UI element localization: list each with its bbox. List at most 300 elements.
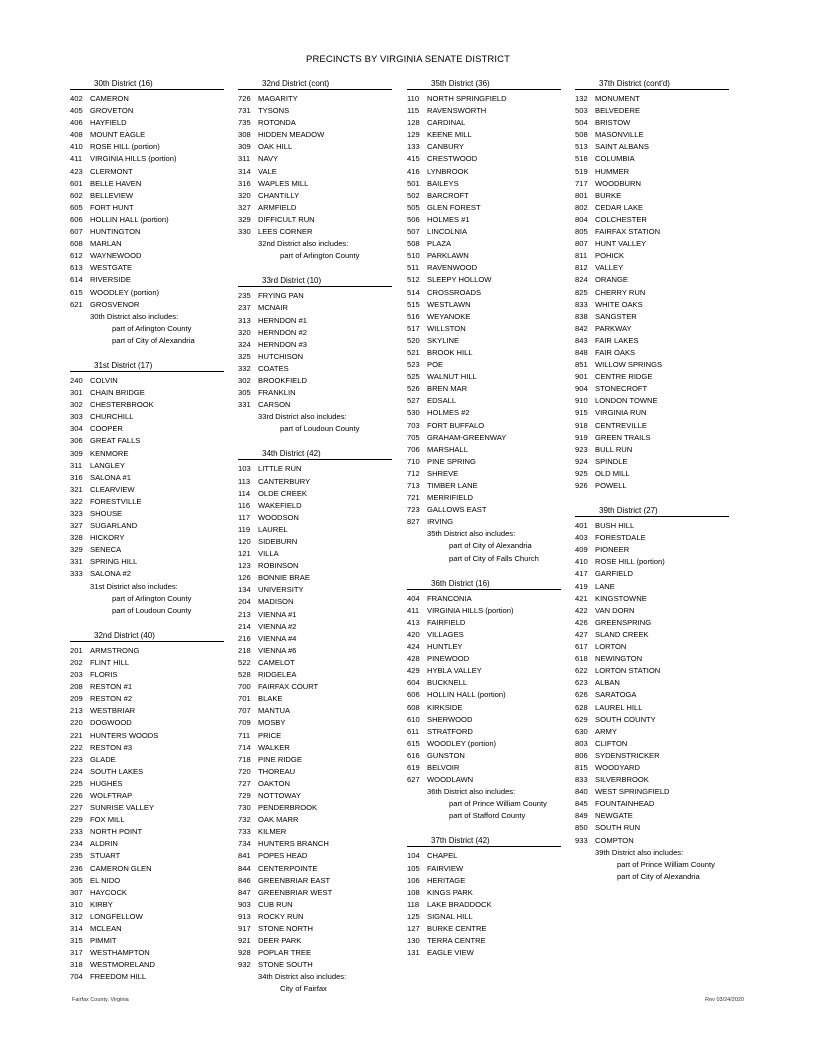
precinct-row — [407, 323, 561, 335]
precinct-row — [575, 556, 729, 568]
precinct-name: WALNUT HILL — [427, 372, 477, 382]
district-includes-note: 36th District also includes: — [427, 787, 516, 797]
precinct-row — [407, 359, 561, 371]
footer-county: Fairfax County, Virginia — [72, 997, 129, 1003]
precinct-name: OAKTON — [258, 778, 290, 788]
precinct-number: 518 — [575, 154, 588, 164]
precinct-name: STONE NORTH — [258, 924, 313, 933]
precinct-row — [70, 375, 224, 387]
precinct-row — [407, 299, 561, 311]
precinct-row — [70, 202, 224, 214]
precinct-number: 123 — [238, 561, 251, 571]
precinct-name: COLCHESTER — [595, 214, 647, 224]
precinct-row — [407, 911, 561, 923]
precinct-name: VIRGINIA HILLS (portion) — [427, 605, 514, 615]
precinct-number: 113 — [238, 476, 251, 486]
precinct-row — [238, 105, 392, 117]
precinct-number: 406 — [70, 118, 83, 128]
district-includes-item: part of Loudoun County — [112, 605, 192, 615]
precinct-name: GREAT FALLS — [90, 436, 141, 446]
precinct-row — [407, 665, 561, 677]
precinct-name: MONUMENT — [595, 94, 640, 103]
precinct-row — [407, 105, 561, 117]
precinct-number: 731 — [238, 106, 251, 116]
precinct-number: 615 — [70, 287, 83, 297]
precinct-number: 224 — [70, 766, 83, 776]
precinct-name: BAILEYS — [427, 178, 459, 188]
precinct-number: 717 — [575, 178, 588, 188]
precinct-name: FAIR OAKS — [595, 347, 636, 357]
precinct-name: TIMBER LANE — [427, 481, 478, 490]
precinct-number: 727 — [238, 778, 251, 788]
precinct-number: 842 — [575, 323, 588, 333]
precinct-row — [70, 766, 224, 778]
precinct-number: 307 — [70, 887, 83, 897]
precinct-number: 926 — [575, 481, 588, 490]
precinct-number: 703 — [407, 420, 420, 430]
column-4 — [575, 79, 729, 897]
precinct-row — [575, 774, 729, 786]
precinct-row — [407, 347, 561, 359]
precinct-name: WOODBURN — [595, 178, 641, 188]
precinct-name: CAMELOT — [258, 657, 295, 667]
precinct-row — [238, 536, 392, 548]
precinct-row — [575, 383, 729, 395]
precinct-row — [407, 274, 561, 286]
precinct-number: 815 — [575, 762, 588, 772]
precinct-row — [407, 117, 561, 129]
precinct-row — [238, 512, 392, 524]
precinct-number: 925 — [575, 468, 588, 478]
precinct-row — [407, 468, 561, 480]
precinct-row — [575, 250, 729, 262]
precinct-number: 844 — [238, 863, 251, 873]
precinct-name: CLEARVIEW — [90, 484, 135, 494]
precinct-row — [407, 689, 561, 701]
precinct-row — [70, 214, 224, 226]
precinct-row — [238, 290, 392, 302]
precinct-row — [70, 250, 224, 262]
precinct-row — [70, 971, 224, 983]
precinct-row — [407, 178, 561, 190]
precinct-number: 824 — [575, 275, 588, 285]
precinct-number: 233 — [70, 827, 83, 837]
precinct-name: WOODSON — [258, 512, 299, 522]
district-includes-item: part of Arlington County — [280, 251, 360, 261]
precinct-row — [575, 190, 729, 202]
precinct-name: COOPER — [90, 424, 123, 434]
precinct-row — [407, 153, 561, 165]
precinct-name: WOODLEY (portion) — [90, 287, 160, 297]
precinct-name: LYNBROOK — [427, 166, 469, 176]
precinct-number: 328 — [70, 533, 83, 543]
precinct-number: 503 — [575, 106, 588, 116]
precinct-row — [238, 117, 392, 129]
precinct-row — [70, 153, 224, 165]
precinct-name: CHANTILLY — [258, 190, 300, 200]
precinct-row — [238, 754, 392, 766]
precinct-number: 712 — [407, 468, 420, 478]
precinct-row — [575, 456, 729, 468]
precinct-row — [238, 166, 392, 178]
district-block — [70, 79, 224, 347]
precinct-name: PENDERBROOK — [258, 803, 318, 813]
precinct-name: ALDRIN — [90, 839, 118, 849]
precinct-number: 120 — [238, 537, 251, 546]
column-2 — [238, 79, 392, 1010]
precinct-row — [407, 653, 561, 665]
precinct-number: 121 — [238, 549, 251, 559]
precinct-row — [70, 520, 224, 532]
precinct-name: COMPTON — [595, 835, 634, 845]
precinct-row — [575, 371, 729, 383]
precinct-name: BELLEVIEW — [90, 190, 134, 200]
precinct-name: MARLAN — [90, 239, 122, 249]
district-block — [575, 79, 729, 492]
precinct-name: GLEN FOREST — [427, 202, 481, 212]
precinct-name: CENTREVILLE — [595, 420, 647, 430]
district-header: 39th District (27) — [575, 506, 729, 517]
precinct-number: 411 — [70, 154, 83, 164]
precinct-number: 416 — [407, 166, 420, 176]
precinct-row — [70, 105, 224, 117]
precinct-row — [575, 407, 729, 419]
precinct-name: BULL RUN — [595, 444, 633, 454]
precinct-name: CENTRE RIDGE — [595, 372, 653, 382]
district-includes-item: part of Arlington County — [112, 593, 192, 603]
precinct-number: 721 — [407, 493, 420, 503]
precinct-row — [238, 790, 392, 802]
precinct-number: 618 — [575, 654, 588, 664]
precinct-row — [575, 762, 729, 774]
precinct-number: 308 — [238, 130, 251, 140]
precinct-number: 508 — [407, 239, 420, 249]
precinct-number: 623 — [575, 678, 588, 688]
precinct-number: 502 — [407, 190, 420, 200]
precinct-row — [407, 287, 561, 299]
precinct-name: ROTONDA — [258, 118, 296, 128]
precinct-number: 619 — [407, 762, 420, 772]
precinct-name: LORTON STATION — [595, 666, 661, 676]
precinct-row — [70, 778, 224, 790]
precinct-row — [70, 863, 224, 875]
precinct-name: SPINDLE — [595, 456, 628, 466]
district-block — [70, 631, 224, 984]
precinct-number: 115 — [407, 106, 420, 116]
district-includes-note: 39th District also includes: — [595, 847, 684, 857]
precinct-number: 904 — [575, 384, 588, 394]
precinct-number: 709 — [238, 718, 251, 728]
precinct-number: 309 — [238, 142, 251, 152]
precinct-number: 426 — [575, 617, 588, 627]
precinct-number: 413 — [407, 617, 420, 627]
precinct-name: WEST SPRINGFIELD — [595, 787, 670, 797]
precinct-name: RESTON #1 — [90, 682, 133, 692]
precinct-number: 106 — [407, 875, 420, 885]
precinct-number: 604 — [407, 678, 420, 688]
precinct-row — [238, 93, 392, 105]
precinct-row — [70, 93, 224, 105]
precinct-name: FOX MILL — [90, 815, 125, 825]
precinct-number: 733 — [238, 827, 251, 837]
precinct-number: 918 — [575, 420, 588, 430]
precinct-number: 615 — [407, 738, 420, 748]
district-includes-item: part of Prince William County — [617, 859, 715, 869]
precinct-number: 332 — [238, 363, 251, 373]
precinct-row — [575, 287, 729, 299]
precinct-name: SHOUSE — [90, 509, 123, 518]
precinct-name: PLAZA — [427, 239, 452, 249]
precinct-name: FLINT HILL — [90, 657, 130, 667]
precinct-number: 726 — [238, 94, 251, 103]
precinct-row — [575, 117, 729, 129]
precinct-name: PINEWOOD — [427, 654, 470, 664]
precinct-number: 614 — [70, 275, 83, 285]
precinct-row — [70, 899, 224, 911]
precinct-number: 301 — [70, 388, 83, 398]
precinct-row — [575, 129, 729, 141]
precinct-row — [575, 822, 729, 834]
precinct-row — [70, 959, 224, 971]
precinct-name: KINGSTOWNE — [595, 593, 647, 603]
precinct-row — [407, 129, 561, 141]
precinct-name: CHESTERBROOK — [90, 400, 154, 410]
precinct-number: 827 — [407, 517, 420, 527]
precinct-row — [238, 863, 392, 875]
precinct-number: 409 — [575, 545, 588, 555]
precinct-name: COLVIN — [90, 375, 118, 385]
precinct-name: SALONA #1 — [90, 472, 131, 482]
district-includes-note: 35th District also includes: — [427, 529, 516, 539]
precinct-row — [407, 875, 561, 887]
precinct-name: CUB RUN — [258, 899, 293, 909]
precinct-number: 512 — [407, 275, 420, 285]
precinct-number: 322 — [70, 496, 83, 506]
precinct-number: 118 — [407, 899, 420, 909]
precinct-row — [238, 633, 392, 645]
precinct-row — [238, 488, 392, 500]
precinct-number: 527 — [407, 396, 420, 406]
precinct-number: 606 — [407, 690, 420, 700]
precinct-name: MCNAIR — [258, 303, 288, 313]
precinct-name: POPES HEAD — [258, 851, 308, 861]
precinct-number: 833 — [575, 775, 588, 785]
precinct-name: SALONA #2 — [90, 569, 131, 579]
precinct-name: HOLLIN HALL (portion) — [90, 214, 169, 224]
precinct-name: HOLMES #1 — [427, 214, 470, 224]
precinct-number: 605 — [70, 202, 83, 212]
precinct-name: GALLOWS EAST — [427, 505, 487, 515]
precinct-row — [238, 560, 392, 572]
precinct-row — [575, 641, 729, 653]
district-block — [575, 506, 729, 883]
precinct-number: 229 — [70, 815, 83, 825]
precinct-name: WILLSTON — [427, 323, 466, 333]
precinct-number: 901 — [575, 372, 588, 382]
precinct-name: FOUNTAINHEAD — [595, 799, 655, 809]
precinct-name: NEWGATE — [595, 811, 633, 821]
precinct-name: MCLEAN — [90, 924, 122, 933]
precinct-row — [238, 129, 392, 141]
precinct-row — [575, 93, 729, 105]
precinct-name: CENTERPOINTE — [258, 863, 318, 873]
precinct-row — [70, 923, 224, 935]
precinct-number: 103 — [238, 464, 251, 474]
precinct-row — [70, 226, 224, 238]
precinct-number: 314 — [70, 924, 83, 933]
precinct-row — [70, 299, 224, 311]
precinct-name: HAYFIELD — [90, 118, 127, 128]
precinct-number: 805 — [575, 227, 588, 237]
district-block — [407, 579, 561, 823]
column-1 — [70, 79, 224, 997]
precinct-row — [238, 935, 392, 947]
precinct-name: ARMSTRONG — [90, 645, 140, 655]
precinct-name: HAYCOCK — [90, 887, 127, 897]
precinct-number: 424 — [407, 642, 420, 652]
precinct-number: 510 — [407, 251, 420, 261]
precinct-row — [575, 359, 729, 371]
precinct-name: GARFIELD — [595, 569, 633, 579]
precinct-name: BELLE HAVEN — [90, 178, 142, 188]
precinct-name: BRISTOW — [595, 118, 631, 128]
precinct-number: 921 — [238, 936, 251, 946]
precinct-row — [407, 395, 561, 407]
precinct-row — [575, 274, 729, 286]
precinct-row — [70, 826, 224, 838]
column-3 — [407, 79, 561, 973]
precinct-number: 700 — [238, 682, 251, 692]
precinct-row — [407, 93, 561, 105]
precinct-number: 851 — [575, 360, 588, 370]
precinct-number: 315 — [70, 936, 83, 946]
precinct-row — [70, 508, 224, 520]
precinct-name: SUNRISE VALLEY — [90, 803, 155, 813]
precinct-name: BARCROFT — [427, 190, 469, 200]
precinct-number: 807 — [575, 239, 588, 249]
precinct-number: 845 — [575, 799, 588, 809]
precinct-number: 408 — [70, 130, 83, 140]
precinct-name: FAIRVIEW — [427, 863, 464, 873]
precinct-number: 236 — [70, 863, 83, 873]
precinct-number: 320 — [238, 190, 251, 200]
precinct-row — [575, 226, 729, 238]
precinct-name: NAVY — [258, 154, 279, 164]
precinct-name: MERRIFIELD — [427, 493, 473, 503]
precinct-name: VALE — [258, 166, 277, 176]
precinct-name: COLUMBIA — [595, 154, 635, 164]
precinct-number: 621 — [70, 299, 83, 309]
precinct-name: GUNSTON — [427, 750, 465, 760]
precinct-row — [238, 923, 392, 935]
precinct-number: 610 — [407, 714, 420, 724]
precinct-row — [407, 738, 561, 750]
precinct-name: HUNTERS BRANCH — [258, 839, 329, 849]
precinct-number: 515 — [407, 299, 420, 309]
precinct-number: 627 — [407, 775, 420, 785]
precinct-name: FRANKLIN — [258, 388, 296, 398]
precinct-row — [238, 524, 392, 536]
precinct-name: SENECA — [90, 545, 122, 555]
precinct-row — [70, 472, 224, 484]
precinct-number: 110 — [407, 94, 420, 103]
precinct-name: CEDAR LAKE — [595, 202, 644, 212]
district-header: 37th District (42) — [407, 836, 561, 847]
precinct-name: WESTMORELAND — [90, 960, 155, 970]
precinct-name: SKYLINE — [427, 335, 460, 345]
district-header: 35th District (36) — [407, 79, 561, 90]
precinct-row — [407, 947, 561, 959]
precinct-name: UNIVERSITY — [258, 585, 304, 595]
precinct-row — [70, 645, 224, 657]
precinct-number: 613 — [70, 263, 83, 273]
precinct-name: MASONVILLE — [595, 130, 644, 140]
precinct-row — [238, 669, 392, 681]
district-block — [407, 836, 561, 959]
precinct-name: WESTHAMPTON — [90, 948, 150, 958]
precinct-name: KEENE MILL — [427, 130, 472, 140]
precinct-row — [407, 726, 561, 738]
precinct-row — [575, 153, 729, 165]
precinct-number: 213 — [70, 706, 83, 716]
precinct-name: FRYING PAN — [258, 291, 304, 301]
precinct-row — [575, 141, 729, 153]
precinct-name: RAVENSWORTH — [427, 106, 487, 116]
precinct-number: 710 — [407, 456, 420, 466]
precinct-number: 227 — [70, 803, 83, 813]
precinct-row — [575, 665, 729, 677]
precinct-row — [575, 629, 729, 641]
precinct-number: 302 — [70, 400, 83, 410]
precinct-name: BONNIE BRAE — [258, 573, 310, 583]
precinct-number: 706 — [407, 444, 420, 454]
precinct-number: 519 — [575, 166, 588, 176]
precinct-name: GROSVENOR — [90, 299, 140, 309]
precinct-number: 713 — [407, 481, 420, 490]
precinct-number: 833 — [575, 299, 588, 309]
district-block — [407, 79, 561, 565]
precinct-name: WALKER — [258, 742, 290, 752]
precinct-row — [575, 738, 729, 750]
precinct-row — [238, 476, 392, 488]
precinct-row — [407, 516, 561, 528]
precinct-number: 630 — [575, 726, 588, 736]
district-includes-note: 31st District also includes: — [90, 581, 178, 591]
precinct-row — [238, 947, 392, 959]
precinct-number: 420 — [407, 629, 420, 639]
precinct-name: WOODYARD — [595, 762, 640, 772]
precinct-number: 933 — [575, 835, 588, 845]
precinct-number: 209 — [70, 694, 83, 704]
precinct-number: 513 — [575, 142, 588, 152]
precinct-row — [407, 492, 561, 504]
precinct-name: EAGLE VIEW — [427, 948, 474, 958]
precinct-number: 214 — [238, 621, 251, 631]
precinct-name: WESTLAWN — [427, 299, 471, 309]
precinct-number: 735 — [238, 118, 251, 128]
precinct-name: MARSHALL — [427, 444, 468, 454]
precinct-name: WAYNEWOOD — [90, 251, 142, 261]
precinct-name: STONE SOUTH — [258, 960, 313, 970]
precinct-number: 707 — [238, 706, 251, 716]
precinct-name: FAIRFAX STATION — [595, 227, 661, 237]
precinct-number: 903 — [238, 899, 251, 909]
precinct-number: 311 — [70, 460, 83, 470]
precinct-name: MOSBY — [258, 718, 286, 728]
precinct-number: 622 — [575, 666, 588, 676]
precinct-row — [70, 693, 224, 705]
precinct-number: 705 — [407, 432, 420, 442]
